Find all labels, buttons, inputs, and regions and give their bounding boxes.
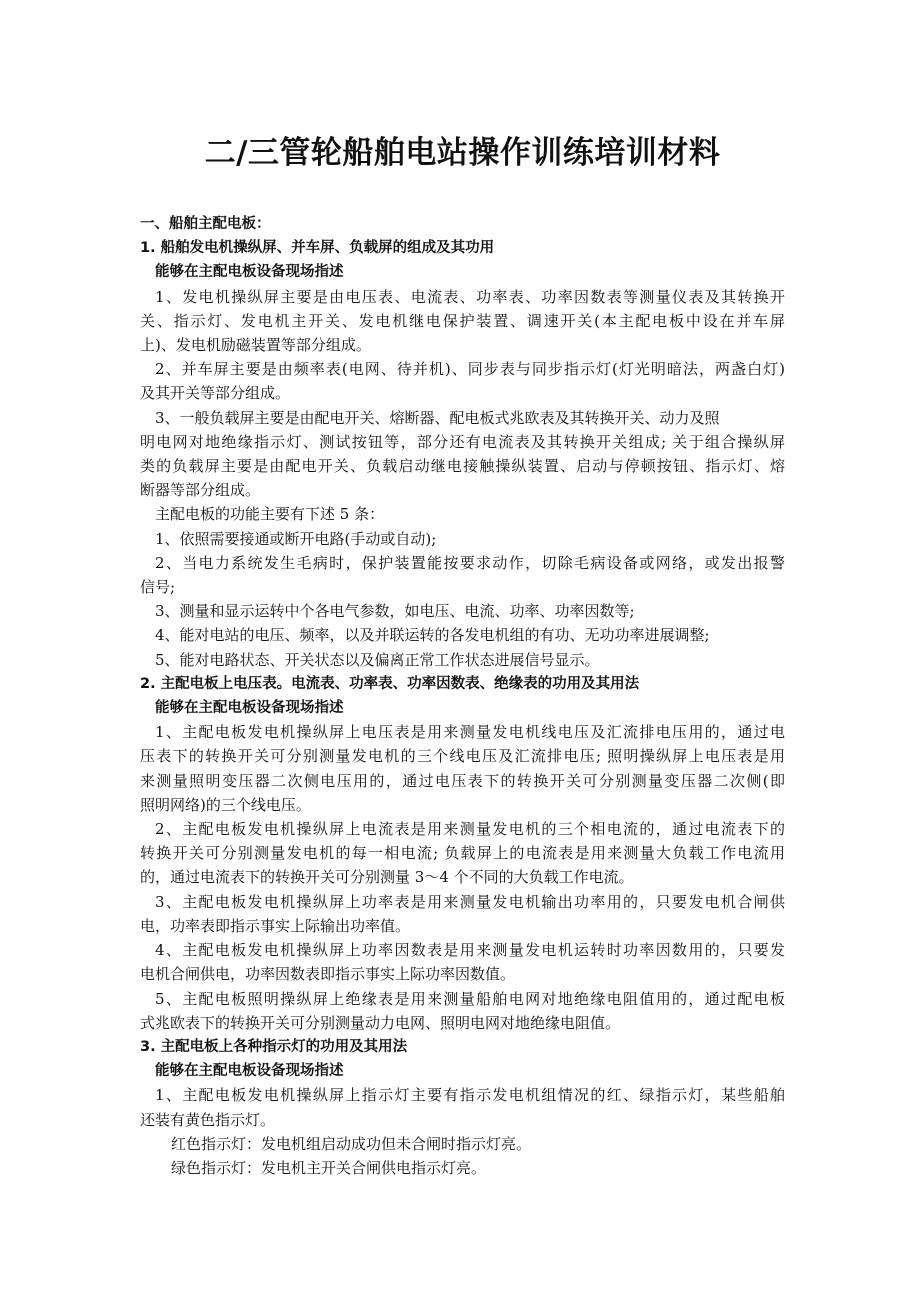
document-title: 二/三管轮船舶电站操作训练培训材料 <box>204 135 721 171</box>
section-heading: 能够在主配电板设备现场指述 <box>155 1063 344 1080</box>
text-line: 压表下的转换开关可分别测量发电机的三个线电压及汇流排电压; 照明操纵屏上电压表是用 <box>140 747 785 766</box>
text-line: 来测量照明变压器二次侧电压用的，通过电压表下的转换开关可分别测量变压器二次侧(即 <box>140 771 785 790</box>
text-line: 断器等部分组成。 <box>140 481 261 500</box>
section-heading: 一、船舶主配电板： <box>140 216 271 232</box>
section-heading: 1. 船舶发电机操纵屏、并车屏、负载屏的组成及其功用 <box>140 240 495 257</box>
text-line: 1、依照需要接通或断开电路(手动或自动); <box>155 529 437 548</box>
text-line: 3、主配电板发电机操纵屏上功率表是用来测量发电机输出功率用的，只要发电机合闸供 <box>155 892 785 911</box>
text-line: 信号; <box>140 578 176 597</box>
text-line: 电，功率表即指示事实上际输出功率值。 <box>140 916 411 935</box>
text-line: 4、能对电站的电压、频率，以及并联运转的各发电机组的有功、无功功率进展调整; <box>155 626 710 645</box>
text-line: 照明网络)的三个线电压。 <box>140 795 311 814</box>
text-line: 4、主配电板发电机操纵屏上功率因数表是用来测量发电机运转时功率因数用的，只要发 <box>155 941 785 960</box>
text-line: 转换开关可分别测量发电机的每一相电流; 负载屏上的电流表是用来测量大负载工作电流用 <box>140 844 785 863</box>
section-heading: 2. 主配电板上电压表。电流表、功率表、功率因数表、绝缘表的功用及其用法 <box>140 675 640 692</box>
text-line: 3、一般负载屏主要是由配电开关、熔断器、配电板式兆欧表及其转换开关、动力及照 <box>155 408 720 427</box>
text-line: 绿色指示灯：发电机主开关合闸供电指示灯亮。 <box>171 1158 487 1177</box>
text-line: 1、主配电板发电机操纵屏上电压表是用来测量发电机线电压及汇流排电压用的，通过电 <box>155 723 785 742</box>
text-line: 5、主配电板照明操纵屏上绝缘表是用来测量船舶电网对地绝缘电阻值用的，通过配电板 <box>155 989 785 1008</box>
text-line: 明电网对地绝缘指示灯、测试按钮等，部分还有电流表及其转换开关组成; 关于组合操纵屏 <box>140 432 785 451</box>
text-line: 主配电板的功能主要有下述 5 条： <box>155 505 385 524</box>
text-line: 还装有黄色指示灯。 <box>140 1110 276 1129</box>
section-heading: 3. 主配电板上各种指示灯的功用及其用法 <box>140 1038 408 1055</box>
text-line: 2、主配电板发电机操纵屏上电流表是用来测量发电机的三个相电流的，通过电流表下的 <box>155 820 785 839</box>
text-line: 2、当电力系统发生毛病时，保护装置能按要求动作，切除毛病设备或网络，或发出报警 <box>155 553 785 572</box>
section-heading: 能够在主配电板设备现场指述 <box>155 264 344 281</box>
document-page <box>140 128 785 1180</box>
text-line: 类的负载屏主要是由配电开关、负载启动继电接触操纵装置、启动与停顿按钮、指示灯、熔 <box>140 457 785 476</box>
text-line: 式兆欧表下的转换开关可分别测量动力电网、照明电网对地绝缘电阻值。 <box>140 1013 621 1032</box>
text-line: 上)、发电机励磁装置等部分组成。 <box>140 336 371 355</box>
text-line: 的，通过电流表下的转换开关可分别测量 3～4 个不同的大负载工作电流。 <box>140 868 634 887</box>
text-line: 1、主配电板发电机操纵屏上指示灯主要有指示发电机组情况的红、绿指示灯，某些船舶 <box>155 1086 785 1105</box>
text-line: 2、并车屏主要是由频率表(电网、待并机)、同步表与同步指示灯(灯光明暗法，两盏白灯) <box>155 360 785 379</box>
text-line: 及其开关等部分组成。 <box>140 384 291 403</box>
text-line: 关、指示灯、发电机主开关、发电机继电保护装置、调速开关(本主配电板中设在并车屏 <box>140 311 785 330</box>
text-line: 5、能对电路状态、开关状态以及偏离正常工作状态进展信号显示。 <box>155 650 600 669</box>
text-line: 3、测量和显示运转中个各电气参数，如电压、电流、功率、功率因数等; <box>155 602 635 621</box>
text-line: 红色指示灯：发电机组启动成功但未合闸时指示灯亮。 <box>171 1134 532 1153</box>
text-line: 1、发电机操纵屏主要是由电压表、电流表、功率表、功率因数表等测量仪表及其转换开 <box>155 287 785 306</box>
document-body <box>140 212 785 1180</box>
section-heading: 能够在主配电板设备现场指述 <box>155 700 344 717</box>
text-line: 电机合闸供电，功率因数表即指示事实上际功率因数值。 <box>140 965 516 984</box>
